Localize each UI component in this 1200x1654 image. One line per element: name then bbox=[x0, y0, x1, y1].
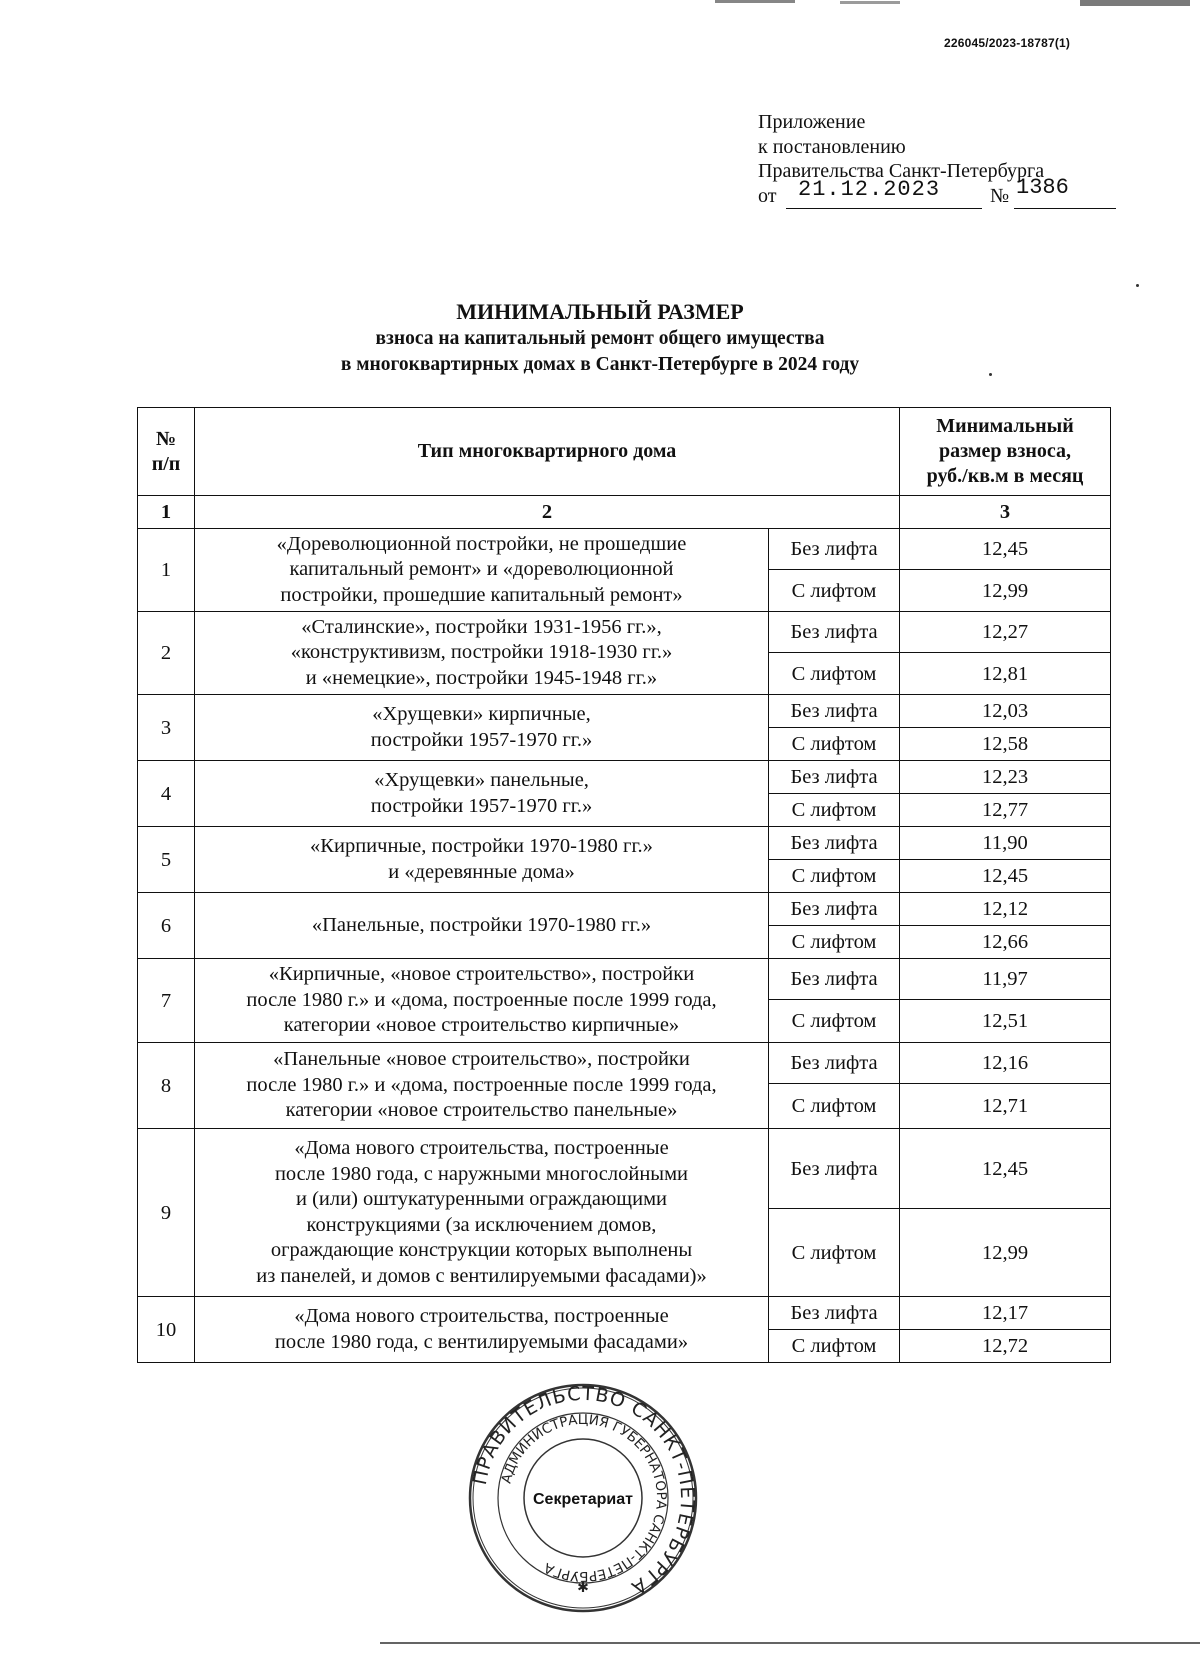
table-row bbox=[138, 612, 1111, 653]
scan-artifact bbox=[1080, 0, 1190, 6]
lift-rate: 12,45 bbox=[900, 860, 1111, 893]
column-number: 2 bbox=[195, 496, 900, 529]
table-row bbox=[138, 529, 1111, 570]
no-lift-label: Без лифта bbox=[769, 893, 900, 926]
table-row bbox=[138, 761, 1111, 794]
house-type-description bbox=[195, 959, 769, 1043]
row-number: 2 bbox=[138, 612, 195, 695]
date-field bbox=[786, 176, 982, 209]
description-line: «Кирпичные, «новое строительство», постройки bbox=[268, 963, 695, 986]
table-header-row bbox=[138, 408, 1111, 496]
lift-rate: 12,81 bbox=[900, 653, 1111, 695]
house-type-description bbox=[195, 695, 769, 761]
lift-rate: 12,71 bbox=[900, 1084, 1111, 1129]
rates-table bbox=[137, 407, 1111, 1363]
rates-table-body bbox=[138, 529, 1111, 1363]
header-type: Тип многоквартирного дома bbox=[195, 408, 900, 496]
header-rate: Минимальный размер взноса, руб./кв.м в месяц bbox=[900, 408, 1111, 496]
no-lift-rate: 12,45 bbox=[900, 1129, 1111, 1209]
no-lift-label: Без лифта bbox=[769, 529, 900, 570]
no-lift-label: Без лифта bbox=[769, 1129, 900, 1209]
row-number: 9 bbox=[138, 1129, 195, 1297]
scan-artifact bbox=[840, 1, 900, 4]
lift-label: С лифтом bbox=[769, 1330, 900, 1363]
heading-title: МИНИМАЛЬНЫЙ РАЗМЕР bbox=[456, 299, 744, 324]
description-line: после 1980 г.» и «дома, построенные после 1999 года, bbox=[246, 988, 717, 1011]
description-line: «Дома нового строительства, построенные bbox=[294, 1137, 669, 1159]
no-lift-rate: 12,23 bbox=[900, 761, 1111, 794]
stamp-inner-text: АДМИНИСТРАЦИЯ ГУБЕРНАТОРА САНКТ-ПЕТЕРБУРГА bbox=[498, 1411, 670, 1585]
description-line: «Дома нового строительства, построенные bbox=[294, 1305, 669, 1327]
scan-artifact bbox=[715, 0, 795, 3]
lift-rate: 12,72 bbox=[900, 1330, 1111, 1363]
description-line: конструкциями (за исключением домов, bbox=[306, 1213, 657, 1236]
description-line: «Кирпичные, постройки 1970-1980 гг.» bbox=[310, 835, 653, 857]
row-number: 8 bbox=[138, 1043, 195, 1129]
secretariat-stamp bbox=[467, 1382, 699, 1614]
description-line: постройки 1957-1970 гг.» bbox=[370, 794, 593, 817]
document-heading bbox=[0, 298, 1200, 378]
table-row bbox=[138, 1297, 1111, 1330]
table-row bbox=[138, 893, 1111, 926]
scan-artifact bbox=[380, 1642, 1200, 1644]
table-row bbox=[138, 1043, 1111, 1084]
lift-rate: 12,99 bbox=[900, 1209, 1111, 1297]
no-lift-label: Без лифта bbox=[769, 827, 900, 860]
house-type-description bbox=[195, 1297, 769, 1363]
description-line: категории «новое строительство панельные» bbox=[285, 1099, 678, 1122]
no-lift-rate: 12,03 bbox=[900, 695, 1111, 728]
no-lift-label: Без лифта bbox=[769, 612, 900, 653]
lift-rate: 12,51 bbox=[900, 1000, 1111, 1043]
lift-label: С лифтом bbox=[769, 860, 900, 893]
house-type-description bbox=[195, 1043, 769, 1129]
scan-speck bbox=[1136, 284, 1139, 287]
row-number: 10 bbox=[138, 1297, 195, 1363]
no-lift-rate: 12,16 bbox=[900, 1043, 1111, 1084]
house-type-description bbox=[195, 1129, 769, 1297]
description-line: «Хрущевки» кирпичные, bbox=[372, 703, 591, 725]
no-lift-label: Без лифта bbox=[769, 695, 900, 728]
description-line: и «немецкие», постройки 1945-1948 гг.» bbox=[305, 666, 658, 689]
column-number: 1 bbox=[138, 496, 195, 529]
description-line: после 1980 г.» и «дома, построенные после 1999 года, bbox=[246, 1073, 717, 1096]
heading-subtitle: в многоквартирных домах в Санкт-Петербурге в 2024 году bbox=[340, 354, 860, 375]
lift-label: С лифтом bbox=[769, 728, 900, 761]
lift-label: С лифтом bbox=[769, 794, 900, 827]
row-number: 7 bbox=[138, 959, 195, 1043]
appendix-line: Правительства Санкт-Петербурга bbox=[758, 160, 1045, 182]
no-lift-label: Без лифта bbox=[769, 1043, 900, 1084]
appendix-date-line bbox=[758, 174, 1069, 210]
description-line: «Панельные, постройки 1970-1980 гг.» bbox=[311, 913, 652, 936]
description-line: постройки, прошедшие капитальный ремонт» bbox=[280, 583, 683, 606]
house-type-description bbox=[195, 612, 769, 695]
column-number: 3 bbox=[900, 496, 1111, 529]
no-lift-rate: 12,27 bbox=[900, 612, 1111, 653]
description-line: «Панельные «новое строительство», постройки bbox=[273, 1048, 690, 1071]
table-row bbox=[138, 695, 1111, 728]
description-line: после 1980 года, с наружными многослойными bbox=[274, 1162, 689, 1185]
lift-label: С лифтом bbox=[769, 1084, 900, 1129]
table-row bbox=[138, 959, 1111, 1000]
stamp-star-icon: ✱ bbox=[577, 1581, 589, 1596]
no-lift-label: Без лифта bbox=[769, 761, 900, 794]
house-type-description bbox=[195, 893, 769, 959]
description-line: и «деревянные дома» bbox=[388, 860, 575, 883]
stamp-outer-text: ПРАВИТЕЛЬСТВО САНКТ-ПЕТЕРБУРГА bbox=[468, 1382, 699, 1599]
description-line: «конструктивизм, постройки 1918-1930 гг.» bbox=[290, 641, 673, 664]
row-number: 4 bbox=[138, 761, 195, 827]
decree-number: 1386 bbox=[1016, 174, 1069, 200]
column-number-row bbox=[138, 496, 1111, 529]
document-id: 226045/2023-18787(1) bbox=[944, 36, 1071, 50]
lift-label: С лифтом bbox=[769, 926, 900, 959]
heading-subtitle: взноса на капитальный ремонт общего имущества bbox=[375, 328, 825, 349]
stamp-center-text: Секретариат bbox=[533, 1491, 633, 1508]
no-lift-rate: 11,97 bbox=[900, 959, 1111, 1000]
lift-label: С лифтом bbox=[769, 1209, 900, 1297]
header-num: № п/п bbox=[138, 408, 195, 496]
row-number: 5 bbox=[138, 827, 195, 893]
number-field bbox=[1014, 174, 1116, 209]
description-line: ограждающие конструкции которых выполнены bbox=[270, 1239, 693, 1261]
no-lift-rate: 12,45 bbox=[900, 529, 1111, 570]
number-prefix: № bbox=[990, 184, 1010, 207]
lift-rate: 12,58 bbox=[900, 728, 1111, 761]
appendix-line: Приложение bbox=[758, 111, 866, 133]
row-number: 6 bbox=[138, 893, 195, 959]
description-line: и (или) оштукатуренными ограждающими bbox=[295, 1188, 668, 1210]
appendix-line: к постановлению bbox=[758, 135, 906, 158]
appendix-block bbox=[758, 110, 1069, 210]
no-lift-label: Без лифта bbox=[769, 959, 900, 1000]
description-line: после 1980 года, с вентилируемыми фасадами» bbox=[274, 1330, 689, 1353]
lift-label: С лифтом bbox=[769, 1000, 900, 1043]
description-line: категории «новое строительство кирпичные» bbox=[283, 1014, 680, 1037]
house-type-description bbox=[195, 827, 769, 893]
description-line: капитальный ремонт» и «дореволюционной bbox=[289, 558, 674, 581]
house-type-description bbox=[195, 529, 769, 612]
no-lift-rate: 12,17 bbox=[900, 1297, 1111, 1330]
table-row bbox=[138, 1129, 1111, 1209]
lift-rate: 12,77 bbox=[900, 794, 1111, 827]
no-lift-rate: 11,90 bbox=[900, 827, 1111, 860]
description-line: «Дореволюционной постройки, не прошедшие bbox=[276, 532, 687, 555]
lift-label: С лифтом bbox=[769, 653, 900, 695]
description-line: «Сталинские», постройки 1931-1956 гг.», bbox=[301, 615, 662, 638]
lift-rate: 12,99 bbox=[900, 570, 1111, 612]
no-lift-rate: 12,12 bbox=[900, 893, 1111, 926]
description-line: из панелей, и домов с вентилируемыми фасадами)» bbox=[256, 1264, 707, 1287]
no-lift-label: Без лифта bbox=[769, 1297, 900, 1330]
house-type-description bbox=[195, 761, 769, 827]
row-number: 1 bbox=[138, 529, 195, 612]
table-row bbox=[138, 827, 1111, 860]
row-number: 3 bbox=[138, 695, 195, 761]
date-prefix: от bbox=[758, 184, 777, 207]
decree-date: 21.12.2023 bbox=[798, 176, 941, 202]
description-line: «Хрущевки» панельные, bbox=[374, 769, 589, 791]
lift-rate: 12,66 bbox=[900, 926, 1111, 959]
description-line: постройки 1957-1970 гг.» bbox=[370, 728, 593, 751]
lift-label: С лифтом bbox=[769, 570, 900, 612]
